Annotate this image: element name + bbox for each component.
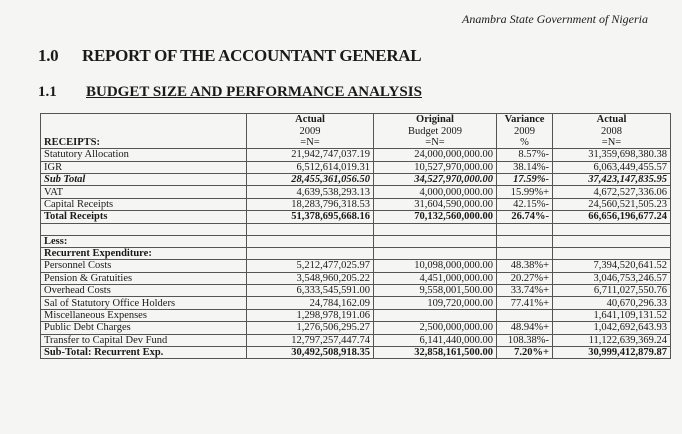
government-header: Anambra State Government of Nigeria bbox=[462, 12, 648, 26]
empty-cell bbox=[374, 247, 497, 259]
actual-2008-value: 4,672,527,336.06 bbox=[553, 186, 671, 198]
row-label: Miscellaneous Expenses bbox=[41, 309, 247, 321]
spacer-row bbox=[41, 223, 671, 235]
header-year-variance: 2009 bbox=[497, 125, 553, 136]
header-unit-budget-2009: =N= bbox=[374, 137, 497, 149]
actual-2008-value: 37,423,147,835.95 bbox=[553, 173, 671, 185]
budget-2009-value: 10,098,000,000.00 bbox=[374, 260, 497, 272]
actual-2008-value: 30,999,412,879.87 bbox=[553, 347, 671, 359]
spacer-cell bbox=[247, 223, 374, 235]
actual-2009-value: 28,455,361,056.50 bbox=[247, 173, 374, 185]
row-label: Capital Receipts bbox=[41, 198, 247, 210]
actual-2008-value: 31,359,698,380.38 bbox=[553, 149, 671, 161]
budget-2009-value: 31,604,590,000.00 bbox=[374, 198, 497, 210]
variance-value: 48.94%+ bbox=[497, 322, 553, 334]
section-number: 1.0 bbox=[38, 46, 59, 65]
actual-2008-value: 24,560,521,505.23 bbox=[553, 198, 671, 210]
row-label: Public Debt Charges bbox=[41, 322, 247, 334]
subsection-title: BUDGET SIZE AND PERFORMANCE ANALYSIS bbox=[86, 84, 422, 100]
budget-2009-value: 6,141,440,000.00 bbox=[374, 334, 497, 346]
empty-cell bbox=[497, 247, 553, 259]
spacer-cell bbox=[41, 223, 247, 235]
row-label: VAT bbox=[41, 186, 247, 198]
actual-2008-value: 66,656,196,677.24 bbox=[553, 211, 671, 223]
variance-value: 8.57%- bbox=[497, 149, 553, 161]
budget-2009-value: 34,527,970,000.00 bbox=[374, 173, 497, 185]
section-title: REPORT OF THE ACCOUNTANT GENERAL bbox=[82, 46, 422, 65]
row-label: Overhead Costs bbox=[41, 285, 247, 297]
row-label: Transfer to Capital Dev Fund bbox=[41, 334, 247, 346]
receipts-label: RECEIPTS: bbox=[41, 137, 247, 149]
recurrent-label: Recurrent Expenditure: bbox=[41, 247, 247, 259]
header-variance: Variance bbox=[497, 114, 553, 126]
variance-value: 7.20%+ bbox=[497, 347, 553, 359]
section-heading bbox=[38, 46, 421, 66]
budget-2009-value: 4,451,000,000.00 bbox=[374, 272, 497, 284]
header-original-budget: Original bbox=[374, 114, 497, 126]
actual-2008-value: 1,042,692,643.93 bbox=[553, 322, 671, 334]
budget-2009-value: 32,858,161,500.00 bbox=[374, 347, 497, 359]
actual-2008-value: 40,670,296.33 bbox=[553, 297, 671, 309]
budget-2009-value: 10,527,970,000.00 bbox=[374, 161, 497, 173]
variance-value: 48.38%+ bbox=[497, 260, 553, 272]
empty-cell bbox=[497, 235, 553, 247]
actual-2009-value: 21,942,747,037.19 bbox=[247, 149, 374, 161]
recurrent-row bbox=[41, 247, 671, 259]
table-row bbox=[41, 149, 671, 161]
header-year-budget-2009: Budget 2009 bbox=[374, 125, 497, 136]
budget-table bbox=[40, 113, 671, 359]
variance-value: 20.27%+ bbox=[497, 272, 553, 284]
header-unit-actual-2008: =N= bbox=[553, 137, 671, 149]
actual-2008-value: 11,122,639,369.24 bbox=[553, 334, 671, 346]
less-row bbox=[41, 235, 671, 247]
row-label: Statutory Allocation bbox=[41, 149, 247, 161]
table-row bbox=[41, 322, 671, 334]
table-row bbox=[41, 347, 671, 359]
variance-value: 38.14%- bbox=[497, 161, 553, 173]
row-label: Pension & Gratuities bbox=[41, 272, 247, 284]
actual-2009-value: 5,212,477,025.97 bbox=[247, 260, 374, 272]
subsection-number: 1.1 bbox=[38, 84, 57, 100]
header-row-2 bbox=[41, 125, 671, 136]
header-actual-2008: Actual bbox=[553, 114, 671, 126]
table-row bbox=[41, 161, 671, 173]
table-row bbox=[41, 309, 671, 321]
row-label: Sub-Total: Recurrent Exp. bbox=[41, 347, 247, 359]
table-row bbox=[41, 173, 671, 185]
row-label: Personnel Costs bbox=[41, 260, 247, 272]
row-label: Sal of Statutory Office Holders bbox=[41, 297, 247, 309]
table-row bbox=[41, 297, 671, 309]
header-year-actual-2009: 2009 bbox=[247, 125, 374, 136]
actual-2009-value: 1,276,506,295.27 bbox=[247, 322, 374, 334]
budget-2009-value: 109,720,000.00 bbox=[374, 297, 497, 309]
table-row bbox=[41, 334, 671, 346]
actual-2009-value: 18,283,796,318.53 bbox=[247, 198, 374, 210]
actual-2009-value: 4,639,538,293.13 bbox=[247, 186, 374, 198]
empty-cell bbox=[374, 235, 497, 247]
variance-value: 108.38%- bbox=[497, 334, 553, 346]
actual-2009-value: 3,548,960,205.22 bbox=[247, 272, 374, 284]
header-unit-actual-2009: =N= bbox=[247, 137, 374, 149]
table-row bbox=[41, 211, 671, 223]
header-row-3 bbox=[41, 137, 671, 149]
less-label: Less: bbox=[41, 235, 247, 247]
table-row bbox=[41, 198, 671, 210]
actual-2008-value: 1,641,109,131.52 bbox=[553, 309, 671, 321]
actual-2009-value: 12,797,257,447.74 bbox=[247, 334, 374, 346]
empty-cell bbox=[553, 247, 671, 259]
budget-2009-value: 9,558,001,500.00 bbox=[374, 285, 497, 297]
variance-value: 33.74%+ bbox=[497, 285, 553, 297]
actual-2008-value: 3,046,753,246.57 bbox=[553, 272, 671, 284]
table-row bbox=[41, 186, 671, 198]
spacer-cell bbox=[374, 223, 497, 235]
header-actual-2009: Actual bbox=[247, 114, 374, 126]
actual-2009-value: 51,378,695,668.16 bbox=[247, 211, 374, 223]
header-row-1 bbox=[41, 114, 671, 126]
subsection-heading bbox=[38, 84, 422, 101]
header-unit-variance: % bbox=[497, 137, 553, 149]
actual-2008-value: 6,063,449,455.57 bbox=[553, 161, 671, 173]
table-row bbox=[41, 285, 671, 297]
budget-2009-value bbox=[374, 309, 497, 321]
empty-cell bbox=[553, 235, 671, 247]
spacer-cell bbox=[553, 223, 671, 235]
actual-2008-value: 7,394,520,641.52 bbox=[553, 260, 671, 272]
variance-value: 17.59%- bbox=[497, 173, 553, 185]
variance-value: 42.15%- bbox=[497, 198, 553, 210]
header-year-actual-2008: 2008 bbox=[553, 125, 671, 136]
row-label: Sub Total bbox=[41, 173, 247, 185]
table-row bbox=[41, 260, 671, 272]
budget-2009-value: 4,000,000,000.00 bbox=[374, 186, 497, 198]
actual-2009-value: 30,492,508,918.35 bbox=[247, 347, 374, 359]
row-label: IGR bbox=[41, 161, 247, 173]
actual-2009-value: 24,784,162.09 bbox=[247, 297, 374, 309]
actual-2009-value: 6,512,614,019.31 bbox=[247, 161, 374, 173]
variance-value bbox=[497, 309, 553, 321]
header-label-cell bbox=[41, 125, 247, 136]
variance-value: 77.41%+ bbox=[497, 297, 553, 309]
variance-value: 15.99%+ bbox=[497, 186, 553, 198]
empty-cell bbox=[247, 247, 374, 259]
header-label-cell bbox=[41, 114, 247, 126]
variance-value: 26.74%- bbox=[497, 211, 553, 223]
budget-2009-value: 24,000,000,000.00 bbox=[374, 149, 497, 161]
table-row bbox=[41, 272, 671, 284]
actual-2009-value: 6,333,545,591.00 bbox=[247, 285, 374, 297]
budget-2009-value: 70,132,560,000.00 bbox=[374, 211, 497, 223]
spacer-cell bbox=[497, 223, 553, 235]
actual-2008-value: 6,711,027,550.76 bbox=[553, 285, 671, 297]
empty-cell bbox=[247, 235, 374, 247]
budget-2009-value: 2,500,000,000.00 bbox=[374, 322, 497, 334]
actual-2009-value: 1,298,978,191.06 bbox=[247, 309, 374, 321]
row-label: Total Receipts bbox=[41, 211, 247, 223]
